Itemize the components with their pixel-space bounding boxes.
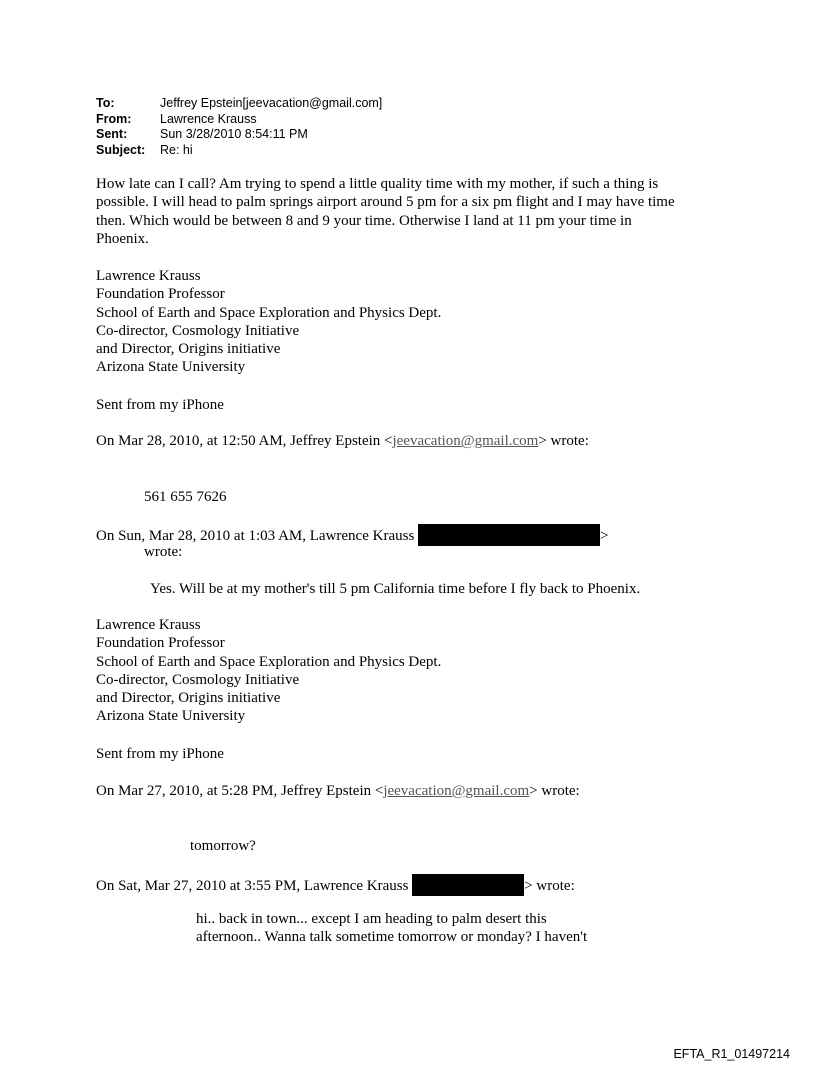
from-value: Lawrence Krauss xyxy=(160,111,257,126)
quote-intro-text: > wrote: xyxy=(524,878,575,894)
sent-value: Sun 3/28/2010 8:54:11 PM xyxy=(160,127,308,142)
signature-line: Co-director, Cosmology Initiative xyxy=(96,671,300,688)
email-link[interactable]: jeevacation@gmail.com xyxy=(392,433,539,449)
from-label: From: xyxy=(96,111,132,126)
signature-line: and Director, Origins initiative xyxy=(96,341,281,358)
quote-body-line: hi.. back in town... except I am heading to palm desert this xyxy=(196,911,547,927)
header-from-row xyxy=(96,112,382,128)
message-line: possible. I will head to palm springs airport around 5 pm for a six pm flight and I may have time xyxy=(96,194,675,211)
quote-body: 561 655 7626 xyxy=(144,489,227,505)
signature-line: and Director, Origins initiative xyxy=(96,690,281,707)
document-id: EFTA_R1_01497214 xyxy=(673,1047,790,1061)
quote-intro-text: On Mar 27, 2010, at 5:28 PM, Jeffrey Epstein < xyxy=(96,783,384,799)
header-to-row xyxy=(96,96,382,112)
subject-value: Re: hi xyxy=(160,142,193,157)
quote-body xyxy=(196,910,816,947)
message-line: Phoenix. xyxy=(96,230,149,247)
to-label: To: xyxy=(96,96,115,110)
quote-intro xyxy=(96,782,736,800)
quote-intro-text: > wrote: xyxy=(538,433,589,449)
quote-body-line: afternoon.. Wanna talk sometime tomorrow or monday? I haven't xyxy=(196,929,588,946)
message-body xyxy=(96,175,736,248)
header-subject-row xyxy=(96,143,382,159)
message-line: How late can I call? Am trying to spend a little quality time with my mother, if such a thing is xyxy=(96,176,659,192)
message-line: then. Which would be between 8 and 9 your time. Otherwise I land at 11 pm your time in xyxy=(96,212,632,229)
signature-line: Co-director, Cosmology Initiative xyxy=(96,322,300,339)
signature-block xyxy=(96,616,736,726)
email-header xyxy=(96,96,382,158)
to-value: Jeffrey Epstein[jeevacation@gmail.com] xyxy=(160,96,383,110)
signature-line: Lawrence Krauss xyxy=(96,617,201,633)
quote-intro-text: On Sat, Mar 27, 2010 at 3:55 PM, Lawrence Krauss xyxy=(96,878,409,894)
email-link[interactable]: jeevacation@gmail.com xyxy=(383,783,530,799)
quote-intro-text: > xyxy=(600,528,609,544)
sent-from-iphone: Sent from my iPhone xyxy=(96,397,224,413)
quote-wrote: wrote: xyxy=(144,544,183,560)
signature-line: Arizona State University xyxy=(96,359,246,376)
quote-intro xyxy=(96,874,736,896)
quote-body: tomorrow? xyxy=(190,838,256,854)
signature-line: Foundation Professor xyxy=(96,635,225,652)
quote-intro-text: On Sun, Mar 28, 2010 at 1:03 AM, Lawrence Krauss xyxy=(96,528,415,544)
sent-label: Sent: xyxy=(96,127,128,142)
signature-block xyxy=(96,267,736,377)
subject-label: Subject: xyxy=(96,142,146,157)
sent-from-iphone: Sent from my iPhone xyxy=(96,746,224,762)
quote-intro xyxy=(96,432,736,450)
quote-body: Yes. Will be at my mother's till 5 pm California time before I fly back to Phoenix. xyxy=(150,581,641,597)
header-sent-row xyxy=(96,127,382,143)
redaction-block xyxy=(412,874,524,896)
signature-line: Lawrence Krauss xyxy=(96,268,201,284)
quote-intro-text: > wrote: xyxy=(529,783,580,799)
signature-line: Arizona State University xyxy=(96,708,246,725)
signature-line: Foundation Professor xyxy=(96,286,225,303)
signature-line: School of Earth and Space Exploration and Physics Dept. xyxy=(96,304,442,321)
quote-intro-text: On Mar 28, 2010, at 12:50 AM, Jeffrey Epstein < xyxy=(96,433,393,449)
signature-line: School of Earth and Space Exploration and Physics Dept. xyxy=(96,653,442,670)
